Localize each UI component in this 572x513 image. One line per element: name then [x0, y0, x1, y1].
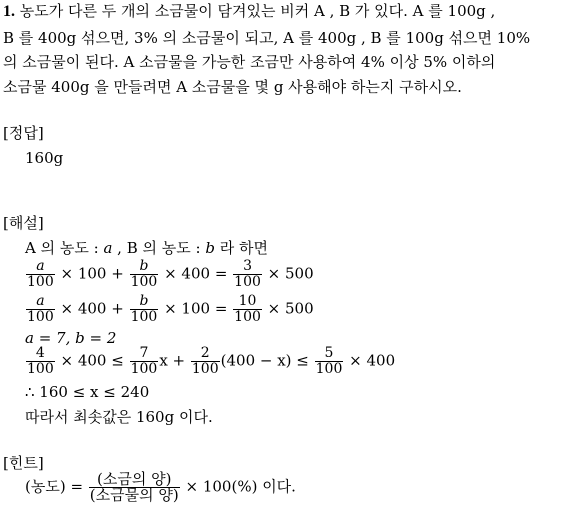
numerator: 3 [243, 258, 252, 274]
answer-header: [정답] [3, 124, 44, 142]
equation-text: (400 − x) ≤ [220, 351, 314, 370]
hint-header: [힌트] [3, 454, 44, 472]
equation-4 [25, 346, 395, 377]
equation-3: a = 7, b = 2 [25, 329, 117, 347]
fraction [233, 259, 262, 290]
denominator: 100 [130, 274, 158, 290]
problem-line-4: 소금물 400g 을 만들려면 A 소금물을 몇 g 사용해야 하는지 구하시오. [3, 78, 462, 96]
fraction [130, 259, 159, 290]
solution-header: [해설] [3, 214, 44, 232]
equation-text: × 100 + [55, 264, 129, 283]
numerator: 2 [200, 345, 210, 361]
fraction [130, 346, 159, 377]
equation-text: × 400 + [55, 299, 129, 318]
intro-text-a: A 의 농도 : [25, 239, 104, 257]
var-a: a [103, 239, 113, 257]
fraction [130, 294, 159, 325]
numerator: b [139, 293, 149, 309]
fraction [26, 259, 55, 290]
hint-lhs: (농도) = [25, 477, 88, 496]
numerator: 10 [238, 293, 257, 309]
denominator: 100 [27, 274, 54, 290]
denominator: 100 [191, 361, 219, 377]
equation-text: × 400 ≤ [55, 351, 129, 370]
numerator: 7 [139, 345, 149, 361]
numerator: a [36, 293, 45, 309]
hint-numerator: (소금의 양) [97, 470, 172, 488]
problem-line-3: 의 소금물이 된다. A 소금물을 가능한 조금만 사용하여 4% 이상 5% 이하의 [3, 53, 496, 71]
fraction [26, 294, 55, 325]
equation-text: × 100 = [159, 299, 233, 318]
denominator: 100 [27, 361, 54, 377]
problem-line-2: B 를 400g 섞으면, 3% 의 소금물이 되고, A 를 400g , B 를 100g 섞으면 10% [3, 29, 531, 47]
answer-value: 160g [25, 149, 64, 167]
intro-text-mid: , B 의 농도 : [112, 239, 206, 257]
equation-1 [25, 259, 314, 290]
problem-text-1: 농도가 다른 두 개의 소금물이 담겨있는 비커 A , B 가 있다. A 를 100g , [19, 2, 496, 20]
equation-text: × 500 [262, 264, 314, 283]
hint-fraction [89, 472, 180, 503]
equation-text: × 400 = [159, 264, 233, 283]
solution-intro [25, 239, 268, 257]
numerator: b [139, 258, 149, 274]
denominator: 100 [315, 361, 343, 377]
hint-denominator: (소금물의 양) [89, 486, 179, 504]
problem-line-1 [3, 2, 495, 21]
solution-conclusion: 따라서 최솟값은 160g 이다. [25, 408, 213, 426]
denominator: 100 [234, 309, 261, 325]
fraction [26, 346, 55, 377]
problem-number: 1. [3, 3, 15, 20]
numerator: 4 [35, 345, 45, 361]
fraction [233, 294, 262, 325]
intro-text-end: 라 하면 [214, 239, 268, 257]
equation-5: ∴ 160 ≤ x ≤ 240 [25, 383, 150, 401]
denominator: 100 [130, 309, 158, 325]
denominator: 100 [234, 274, 261, 290]
numerator: a [36, 258, 45, 274]
equation-text: × 400 [344, 351, 396, 370]
fraction [191, 346, 220, 377]
var-b: b [205, 239, 215, 257]
equation-2 [25, 294, 314, 325]
hint-rhs: × 100(%) 이다. [180, 477, 296, 496]
equation-text: x + [159, 351, 190, 370]
fraction [315, 346, 344, 377]
numerator: 5 [324, 345, 334, 361]
hint-formula [25, 472, 296, 503]
denominator: 100 [27, 309, 54, 325]
equation-text: × 500 [262, 299, 314, 318]
denominator: 100 [130, 361, 158, 377]
